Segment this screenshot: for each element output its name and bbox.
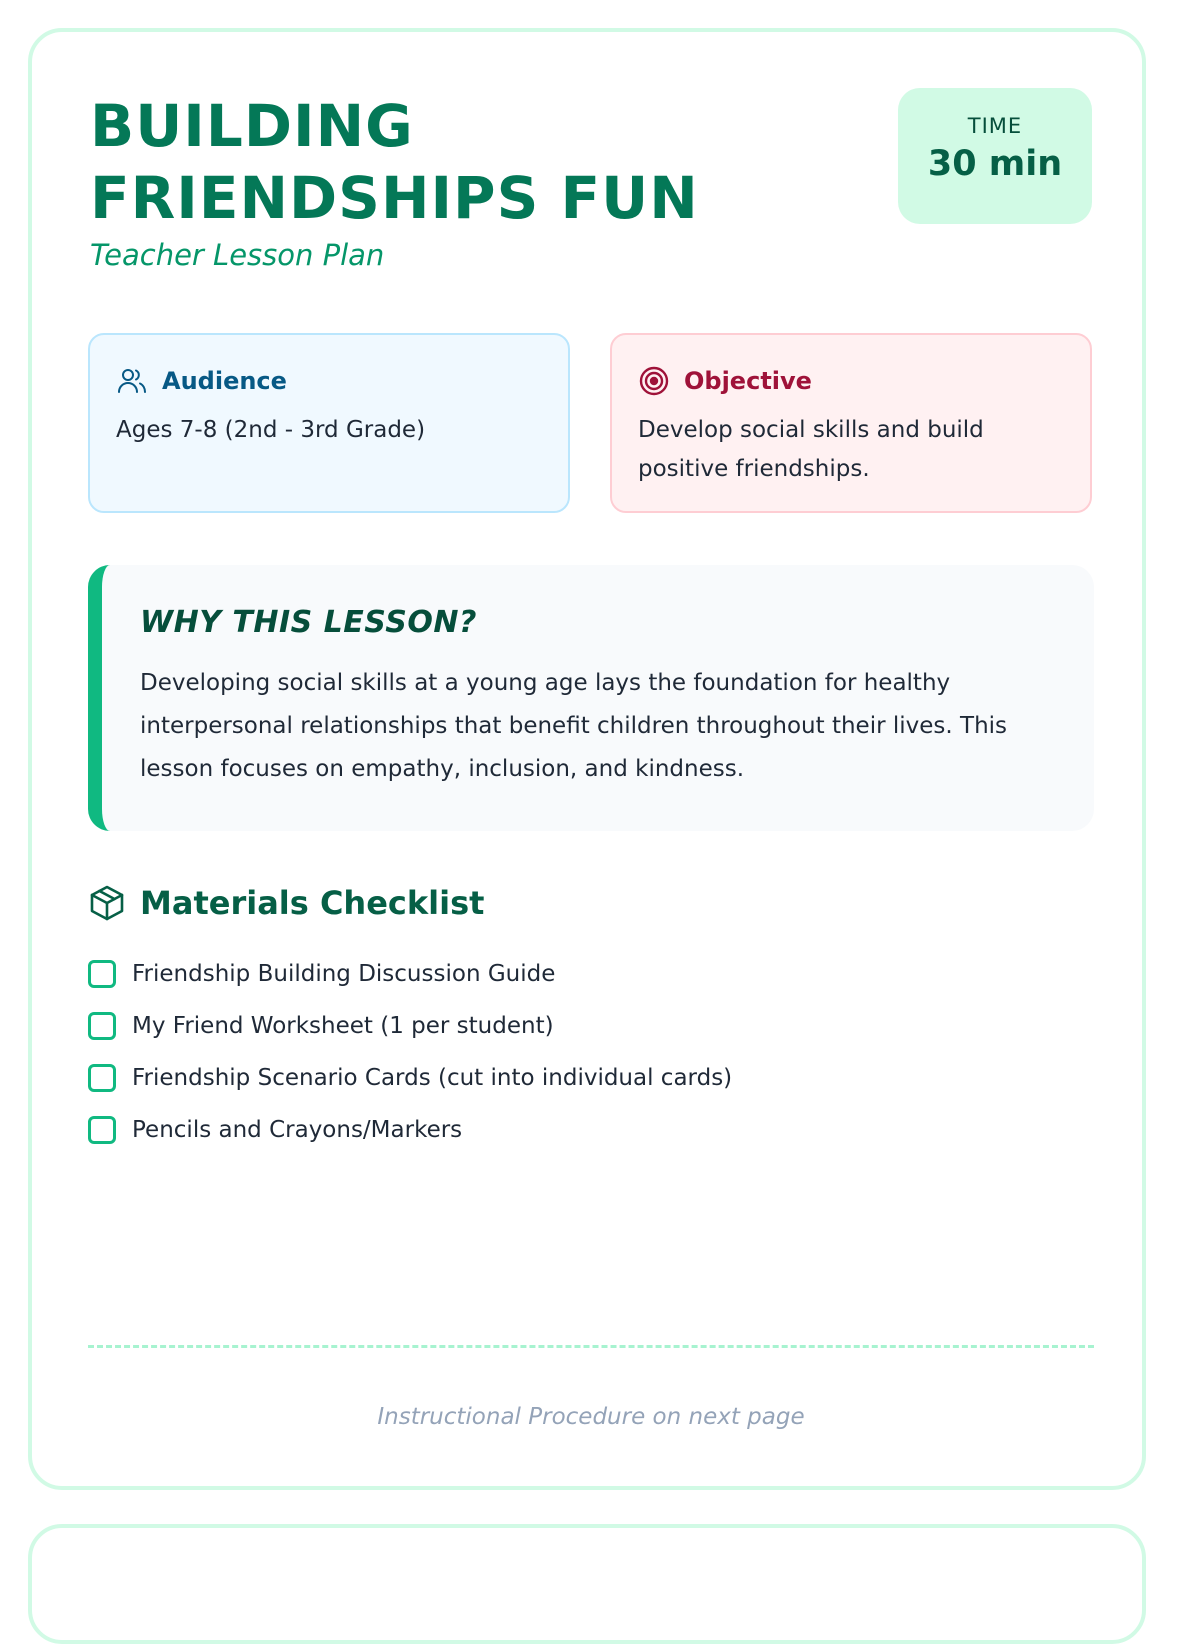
checklist-item-label: Friendship Scenario Cards (cut into individual cards) (132, 1065, 733, 1091)
materials-checklist (88, 948, 732, 1156)
why-heading: WHY THIS LESSON? (140, 605, 477, 640)
lesson-plan-page (28, 28, 1146, 1490)
objective-header (638, 365, 1064, 397)
audience-text: Ages 7-8 (2nd - 3rd Grade) (116, 417, 426, 443)
time-label: TIME (967, 114, 1023, 138)
checklist-item-label: Friendship Building Discussion Guide (132, 961, 556, 987)
time-badge (898, 88, 1092, 224)
checklist-item-label: My Friend Worksheet (1 per student) (132, 1013, 554, 1039)
checklist-item (88, 1052, 732, 1104)
dashed-divider (88, 1345, 1094, 1348)
page-subtitle: Teacher Lesson Plan (90, 238, 385, 272)
objective-box (610, 333, 1092, 513)
materials-heading: Materials Checklist (140, 884, 485, 922)
page-title: BUILDING FRIENDSHIPS FUN (90, 92, 699, 232)
objective-text: Develop social skills and build positive friendships. (638, 417, 984, 482)
package-icon (88, 884, 126, 922)
checklist-item (88, 1104, 732, 1156)
objective-heading: Objective (684, 367, 812, 395)
audience-heading: Audience (162, 367, 287, 395)
checkbox[interactable] (88, 960, 116, 988)
checklist-item (88, 948, 732, 1000)
target-icon (638, 365, 670, 397)
why-text: Developing social skills at a young age lays the foundation for healthy interpersonal relationships that benefit children throughout their lives. This lesson focuses on empathy, inclusion, and kindness. (140, 670, 1008, 782)
materials-header (88, 884, 484, 922)
next-page-card (28, 1524, 1146, 1644)
users-icon (116, 365, 148, 397)
audience-box (88, 333, 570, 513)
audience-header (116, 365, 542, 397)
checkbox[interactable] (88, 1116, 116, 1144)
why-this-lesson-box (88, 565, 1094, 831)
footer-note: Instructional Procedure on next page (377, 1404, 805, 1430)
checkbox[interactable] (88, 1012, 116, 1040)
checklist-item (88, 1000, 732, 1052)
checkbox[interactable] (88, 1064, 116, 1092)
checklist-item-label: Pencils and Crayons/Markers (132, 1117, 463, 1143)
time-value: 30 min (927, 144, 1063, 184)
